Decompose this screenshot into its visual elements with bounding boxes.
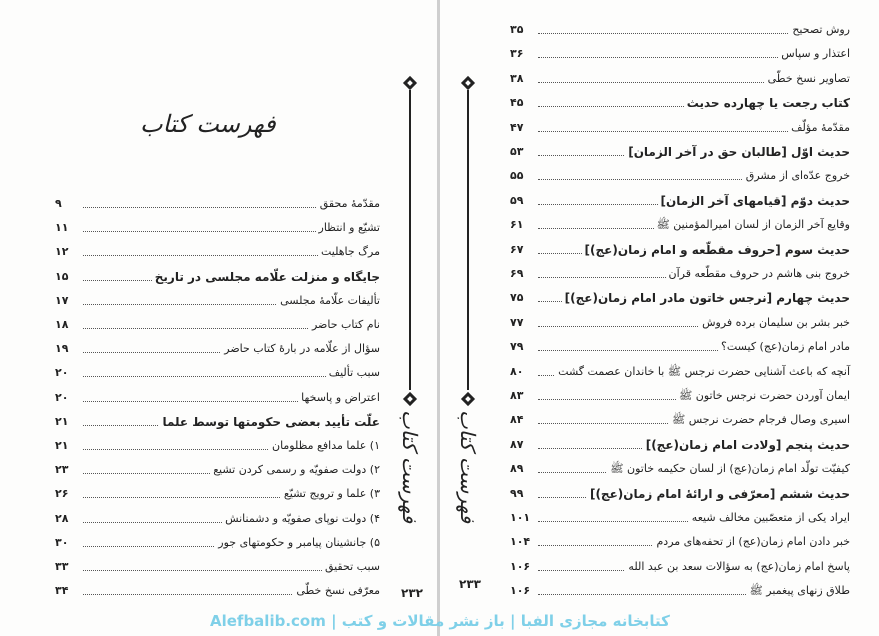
- toc-entry-title: روش تصحیح: [789, 23, 850, 36]
- toc-entry-page: ۵۵: [510, 169, 534, 182]
- left-page-number: ۲۳۲: [401, 586, 423, 600]
- toc-entry-page: ۸۹: [510, 462, 534, 475]
- toc-entry-page: ۱۸: [55, 318, 79, 331]
- toc-entry-title: حدیث اوّل [طالبان حق در آخر الزمان]: [625, 145, 850, 159]
- toc-entry: [55, 291, 380, 313]
- toc-entry: [510, 362, 850, 384]
- toc-entry-page: ۲۰: [55, 366, 79, 379]
- toc-entry-title: اعتذار و سپاس: [778, 47, 850, 60]
- toc-entry-title: تألیفات علّامهٔ مجلسی: [277, 294, 380, 307]
- toc-entry-page: ۹۹: [510, 487, 534, 500]
- toc-entry: [55, 460, 380, 482]
- toc-entry-page: ۲۱: [55, 415, 79, 428]
- toc-entry-page: ۲۱: [55, 439, 79, 452]
- toc-entry-page: ۳۳: [55, 560, 79, 573]
- toc-entry: [55, 242, 380, 264]
- right-page: [440, 0, 879, 636]
- toc-heading: فهرست کتاب: [140, 110, 276, 138]
- toc-entry-title: حدیث چهارم [نرجس خاتون مادر امام زمان(عج)]: [562, 291, 850, 305]
- toc-entry-title: ۱) علما مدافع مظلومان: [269, 439, 380, 452]
- toc-entry: [55, 557, 380, 579]
- toc-entry-page: ۶۹: [510, 267, 534, 280]
- toc-entry: [510, 532, 850, 554]
- toc-entry-title: آنچه که باعث آشنایی حضرت نرجس ﷺ با خاندان عصمت گشت: [555, 365, 850, 381]
- right-page-number: ۲۳۳: [459, 577, 481, 591]
- right-vertical-title: فهرست کتاب: [456, 410, 480, 524]
- toc-entry-page: ۶۱: [510, 218, 534, 231]
- toc-entry: [55, 363, 380, 385]
- toc-entry: [510, 69, 850, 91]
- left-vertical-title: فهرست کتاب: [398, 410, 422, 524]
- toc-entry: [55, 267, 380, 289]
- toc-entry-page: ۱۱: [55, 221, 79, 234]
- toc-entry-title: سبب تألیف: [326, 366, 380, 379]
- toc-entry-page: ۸۴: [510, 413, 534, 426]
- toc-entry-title: حدیث پنجم [ولادت امام زمان(عج)]: [643, 438, 850, 452]
- toc-entry: [510, 484, 850, 506]
- toc-entry: [55, 581, 380, 603]
- toc-entry-title: ۲) دولت صفویّه و رسمی کردن تشیع: [210, 463, 380, 476]
- toc-entry-page: ۳۴: [55, 584, 79, 597]
- toc-entry-title: مرگ جاهلیت: [318, 245, 380, 258]
- toc-entry: [55, 436, 380, 458]
- watermark-footer[interactable]: Alefbalib.com | کتابخانه مجازی الفبا | باز نشر مقالات و کتب: [210, 612, 670, 630]
- toc-entry-title: خبر دادن امام زمان(عج) از تحفه‌های مردم: [653, 535, 850, 548]
- toc-entry: [510, 215, 850, 237]
- toc-entry-title: کیفیّت تولّد امام زمان(عج) از لسان حکیمه خاتون ﷺ: [607, 462, 850, 478]
- toc-entry-page: ۲۰: [55, 391, 79, 404]
- toc-entry-title: سبب تحقیق: [322, 560, 380, 573]
- toc-entry-page: ۸۷: [510, 438, 534, 451]
- toc-entry: [55, 388, 380, 410]
- toc-entry: [510, 240, 850, 262]
- toc-entry: [510, 557, 850, 579]
- toc-entry-title: علّت تأیید بعضی حکومتها توسط علما: [159, 415, 380, 429]
- toc-entry: [55, 484, 380, 506]
- toc-entry: [55, 315, 380, 337]
- toc-entry-page: ۳۸: [510, 72, 534, 85]
- toc-entry-title: خبر بشر بن سلیمان برده فروش: [699, 316, 850, 329]
- toc-entry-title: حدیث سوم [حروف مقطّعه و امام زمان(عج)]: [582, 243, 850, 257]
- toc-entry-title: وقایع آخر الزمان از لسان امیرالمؤمنین ﷺ: [654, 218, 850, 234]
- toc-entry-page: ۴۷: [510, 121, 534, 134]
- right-toc-list: [510, 20, 850, 605]
- toc-entry: [510, 459, 850, 481]
- toc-entry-title: کتاب رجعت یا چهارده حدیث: [684, 96, 850, 110]
- toc-entry: [510, 264, 850, 286]
- toc-entry-page: ۱۵: [55, 270, 79, 283]
- toc-entry: [510, 435, 850, 457]
- toc-entry-title: معرّفی نسخ خطّی: [293, 584, 380, 597]
- toc-entry-title: جایگاه و منزلت علّامه مجلسی در تاریخ: [152, 270, 380, 284]
- toc-entry: [510, 386, 850, 408]
- toc-entry: [510, 581, 850, 603]
- toc-entry: [55, 412, 380, 434]
- toc-entry-page: ۳۵: [510, 23, 534, 36]
- toc-entry-title: طلاق زنهای پیغمبر ﷺ: [747, 584, 850, 600]
- toc-entry: [55, 509, 380, 531]
- toc-entry-page: ۷۹: [510, 340, 534, 353]
- toc-entry-page: ۱۰۶: [510, 560, 534, 573]
- toc-entry-page: ۸۰: [510, 365, 534, 378]
- toc-entry: [510, 191, 850, 213]
- toc-entry-title: خروج بنی هاشم در حروف مقطّعه قرآن: [666, 267, 850, 280]
- toc-entry-title: ۵) جانشینان پیامبر و حکومتهای جور: [215, 536, 380, 549]
- toc-entry-page: ۶۷: [510, 243, 534, 256]
- toc-entry-title: ایمان آوردن حضرت نرجس خاتون ﷺ: [676, 389, 850, 405]
- toc-entry: [510, 313, 850, 335]
- toc-entry-page: ۷۵: [510, 291, 534, 304]
- toc-entry-page: ۳۶: [510, 47, 534, 60]
- toc-entry-page: ۱۰۴: [510, 535, 534, 548]
- toc-entry-page: ۷۷: [510, 316, 534, 329]
- toc-entry-title: نام کتاب حاضر: [309, 318, 380, 331]
- toc-entry-title: تصاویر نسخ خطّی: [765, 72, 850, 85]
- toc-entry: [55, 533, 380, 555]
- toc-entry-title: اسیری وصال فرجام حضرت نرجس ﷺ: [669, 413, 850, 429]
- toc-entry-title: حدیث دوّم [قیامهای آخر الزمان]: [658, 194, 851, 208]
- toc-entry-title: ۳) علما و ترویج تشیّع: [281, 487, 380, 500]
- toc-entry-title: مقدّمهٔ محقق: [317, 197, 380, 210]
- toc-entry-page: ۵۳: [510, 145, 534, 158]
- toc-entry-title: پاسخ امام زمان(عج) به سؤالات سعد بن عبد الله: [625, 560, 850, 573]
- toc-entry: [510, 142, 850, 164]
- toc-entry-page: ۴۵: [510, 96, 534, 109]
- toc-entry-title: سؤال از علّامه در بارهٔ کتاب حاضر: [221, 342, 380, 355]
- left-page: [0, 0, 437, 636]
- toc-entry: [55, 218, 380, 240]
- toc-entry-title: خروج عدّه‌ای از مشرق: [743, 169, 850, 182]
- toc-entry-page: ۵۹: [510, 194, 534, 207]
- toc-entry: [510, 118, 850, 140]
- toc-entry-title: حدیث ششم [معرّفی و ارائهٔ امام زمان(عج)]: [587, 487, 850, 501]
- toc-entry: [510, 166, 850, 188]
- toc-entry-page: ۳۰: [55, 536, 79, 549]
- toc-entry-title: مادر امام زمان(عج) کیست؟: [718, 340, 850, 353]
- toc-entry-title: تشیّع و انتظار: [316, 221, 380, 234]
- toc-entry-page: ۲۳: [55, 463, 79, 476]
- toc-entry-page: ۱۰۱: [510, 511, 534, 524]
- toc-entry: [510, 20, 850, 42]
- toc-entry-page: ۱۰۶: [510, 584, 534, 597]
- toc-entry: [510, 508, 850, 530]
- toc-entry: [510, 288, 850, 310]
- toc-entry: [510, 44, 850, 66]
- toc-entry-page: ۱۲: [55, 245, 79, 258]
- left-toc-list: [55, 194, 380, 614]
- toc-entry: [55, 194, 380, 216]
- toc-entry-title: اعتراض و پاسخها: [298, 391, 380, 404]
- toc-entry-page: ۹: [55, 197, 79, 210]
- toc-entry: [510, 410, 850, 432]
- toc-entry-title: مقدّمهٔ مؤلّف: [788, 121, 850, 134]
- toc-entry: [510, 337, 850, 359]
- toc-entry-page: ۱۷: [55, 294, 79, 307]
- toc-entry: [55, 339, 380, 361]
- toc-entry-page: ۸۳: [510, 389, 534, 402]
- toc-entry-page: ۲۶: [55, 487, 79, 500]
- toc-entry-title: ایراد یکی از متعصّبین مخالف شیعه: [689, 511, 850, 524]
- toc-entry: [510, 93, 850, 115]
- toc-entry-title: ۴) دولت نوپای صفویّه و دشمنانش: [222, 512, 380, 525]
- toc-entry-page: ۲۸: [55, 512, 79, 525]
- toc-entry-page: ۱۹: [55, 342, 79, 355]
